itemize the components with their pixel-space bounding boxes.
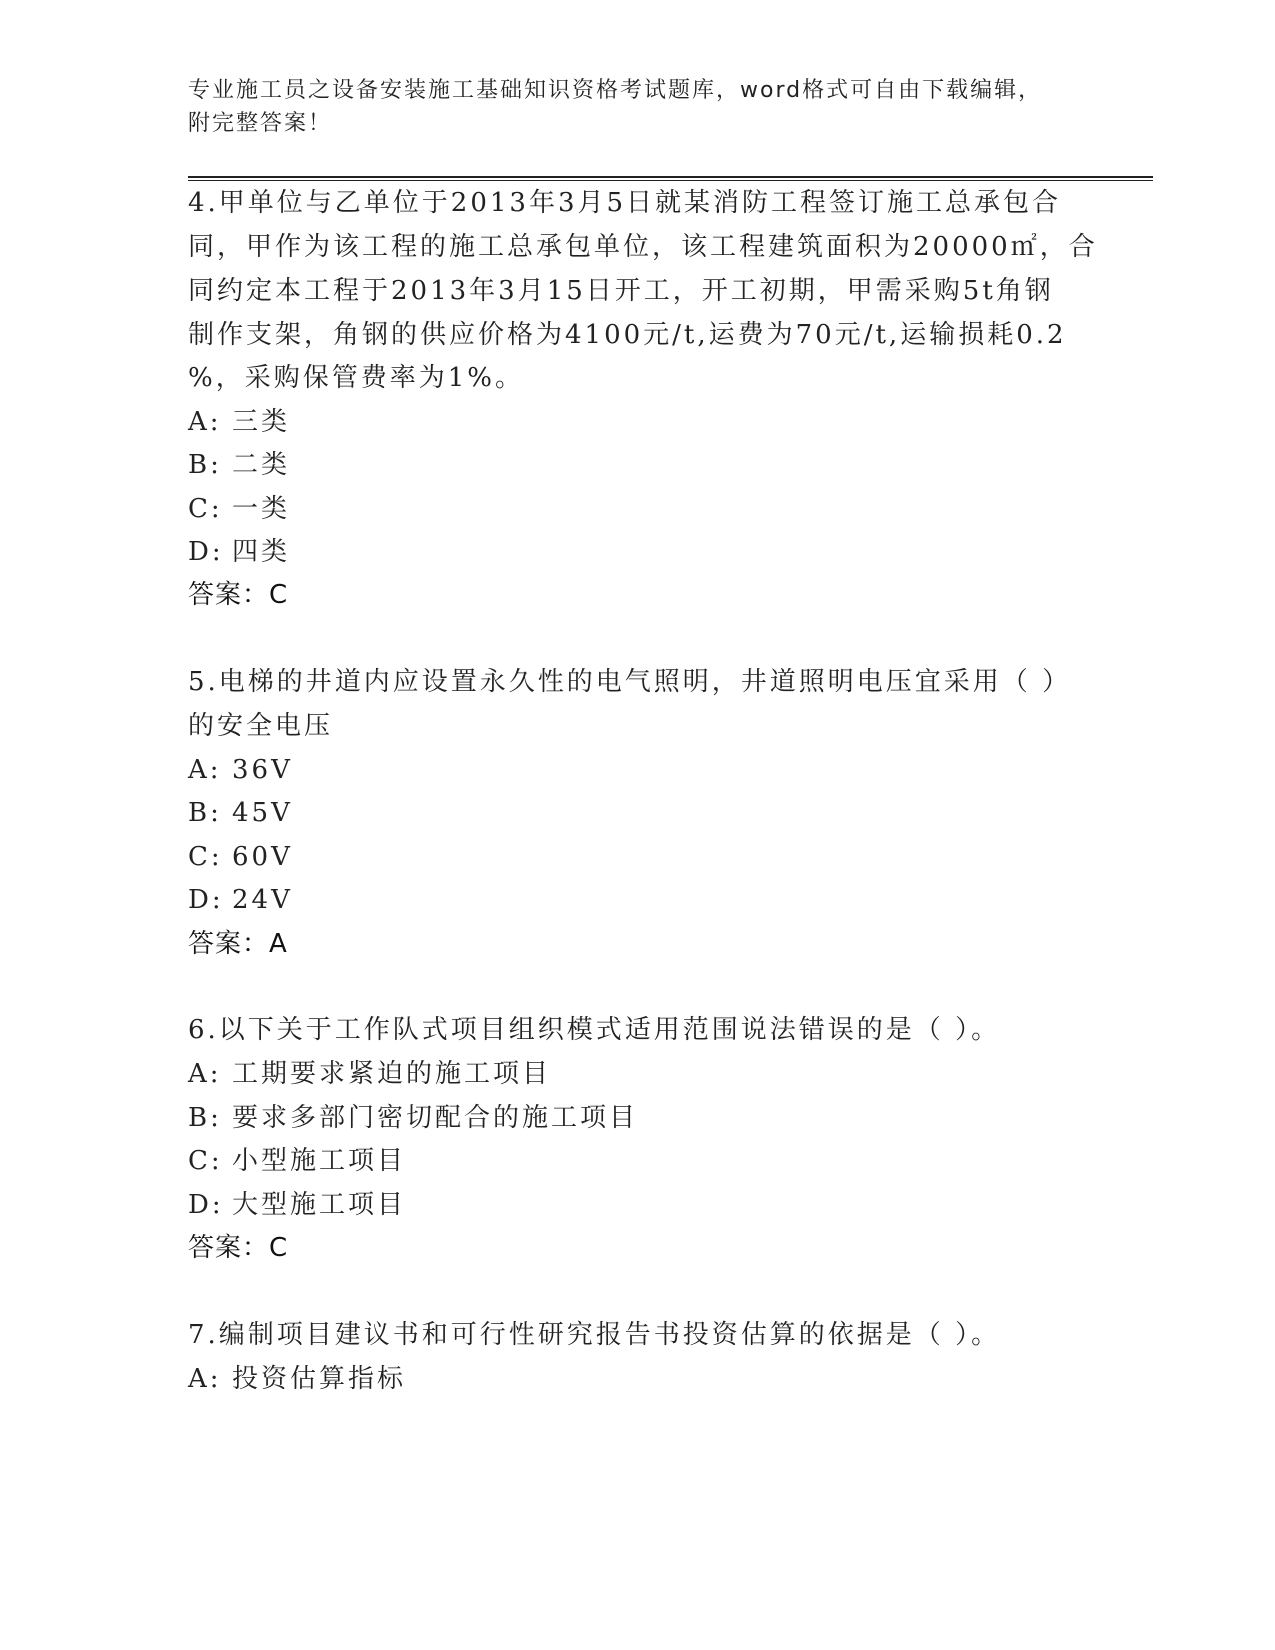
- question-stem-line: 4.甲单位与乙单位于2013年3月5日就某消防工程签订施工总承包合: [188, 188, 1062, 218]
- question-stem-line: 制作支架，角钢的供应价格为4100元/t,运费为70元/t,运输损耗0.2: [188, 320, 1067, 350]
- option-text: 一类: [232, 494, 291, 524]
- question-stem-line: 7.编制项目建议书和可行性研究报告书投资估算的依据是（ ）。: [188, 1320, 1001, 1350]
- option-text: 60V: [232, 842, 293, 872]
- option-a: [188, 1059, 551, 1089]
- option-key: D:: [188, 885, 224, 915]
- option-text: 小型施工项目: [232, 1146, 407, 1176]
- option-a: [188, 755, 293, 785]
- option-key: A:: [188, 1364, 222, 1394]
- question-stem-line: 5.电梯的井道内应设置永久性的电气照明，井道照明电压宜采用（ ）: [188, 667, 1072, 697]
- option-key: B:: [188, 1103, 222, 1133]
- answer: 答案：C: [188, 580, 289, 610]
- answer: 答案：A: [188, 929, 288, 959]
- option-text: 45V: [232, 798, 293, 828]
- option-text: 工期要求紧迫的施工项目: [232, 1059, 552, 1089]
- option-key: C:: [188, 842, 223, 872]
- option-text: 投资估算指标: [232, 1364, 407, 1394]
- option-text: 24V: [232, 885, 293, 915]
- option-text: 四类: [232, 537, 291, 567]
- option-text: 三类: [232, 407, 291, 437]
- option-key: C:: [188, 494, 223, 524]
- option-a: [188, 1364, 406, 1394]
- option-key: A:: [188, 755, 222, 785]
- option-key: A:: [188, 1059, 222, 1089]
- option-key: D:: [188, 537, 224, 567]
- option-text: 大型施工项目: [232, 1190, 407, 1220]
- option-d: [188, 885, 293, 915]
- option-a: [188, 407, 290, 437]
- option-c: [188, 842, 293, 872]
- option-c: [188, 494, 290, 524]
- document-header: [188, 74, 1088, 140]
- option-key: B:: [188, 798, 222, 828]
- answer: 答案：C: [188, 1233, 289, 1263]
- option-b: [188, 1103, 638, 1133]
- question-stem-line: 同，甲作为该工程的施工总承包单位，该工程建筑面积为20000㎡，合: [188, 232, 1098, 262]
- question-stem-line: %，采购保管费率为1%。: [188, 363, 524, 393]
- option-d: [188, 537, 290, 567]
- question-stem-line: 的安全电压: [188, 711, 334, 741]
- question-stem-line: 同约定本工程于2013年3月15日开工，开工初期，甲需采购5t角钢: [188, 276, 1054, 306]
- option-key: D:: [188, 1190, 224, 1220]
- option-text: 36V: [232, 755, 293, 785]
- option-b: [188, 450, 290, 480]
- option-key: B:: [188, 450, 222, 480]
- option-key: C:: [188, 1146, 223, 1176]
- option-text: 二类: [232, 450, 291, 480]
- header-line-1: 专业施工员之设备安装施工基础知识资格考试题库，word格式可自由下载编辑，: [188, 78, 1043, 103]
- option-c: [188, 1146, 406, 1176]
- option-key: A:: [188, 407, 222, 437]
- header-line-2: 附完整答案！: [188, 111, 333, 136]
- question-stem-line: 6.以下关于工作队式项目组织模式适用范围说法错误的是（ ）。: [188, 1015, 1001, 1045]
- header-divider: [188, 176, 1153, 181]
- option-d: [188, 1190, 406, 1220]
- option-b: [188, 798, 293, 828]
- option-text: 要求多部门密切配合的施工项目: [232, 1103, 639, 1133]
